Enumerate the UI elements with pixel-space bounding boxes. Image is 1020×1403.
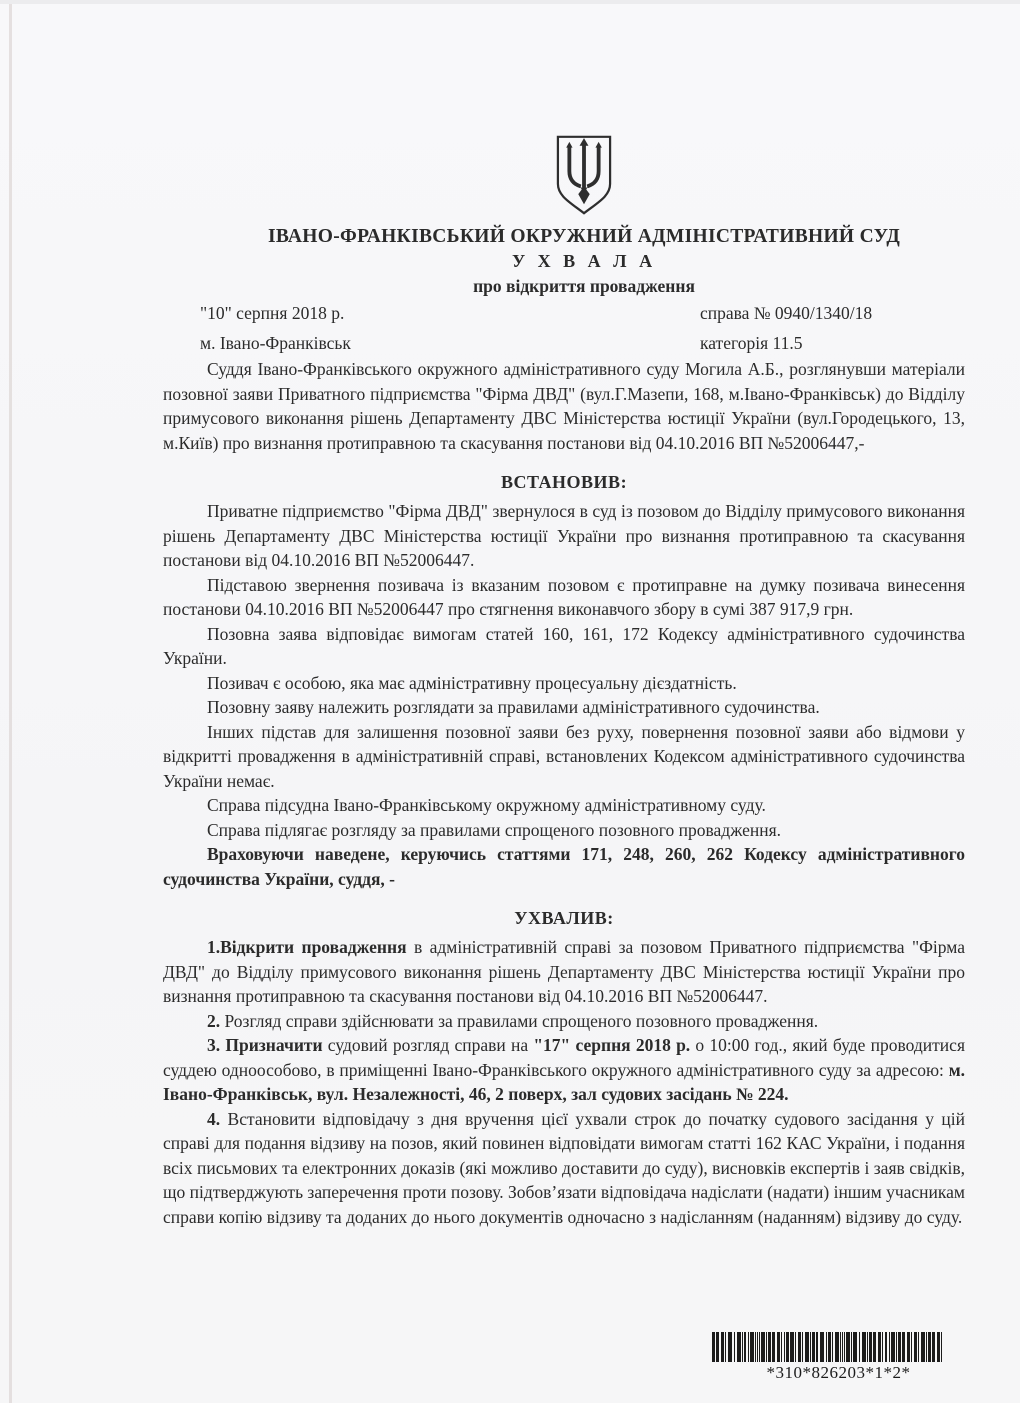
document-page xyxy=(163,0,965,1229)
decision-date: "10" серпня 2018 р. xyxy=(200,303,345,323)
case-category: категорія 11.5 xyxy=(700,333,803,353)
case-number: справа № 0940/1340/18 xyxy=(700,303,873,323)
established-paragraph-8: Справа підлягає розгляду за правилами спрощеного позовного провадження. xyxy=(207,819,781,840)
established-paragraph-4: Позивач є особою, яка має адміністративну процесуальну дієздатність. xyxy=(207,672,737,693)
ruled-heading: УХВАЛИВ: xyxy=(514,908,614,928)
established-conclusion xyxy=(163,842,965,891)
ruled-item-2-bold: 2. xyxy=(207,1010,221,1031)
ruled-item-3-text-1: судовий розгляд справи на xyxy=(322,1035,534,1055)
document-subtitle: про відкриття провадження xyxy=(473,276,695,296)
ruled-item-1 xyxy=(163,935,965,1009)
established-paragraph-1: Приватне підприємство "Фірма ДВД" звернулося в суд із позовом до Відділу примусового виконання рішень Департаменту ДВС Міністерства юстиції України про визнання протиправною та скасування постанови від 04.10.2016 ВП №52006447. xyxy=(163,501,965,570)
court-name: ІВАНО-ФРАНКІВСЬКИЙ ОКРУЖНИЙ АДМІНІСТРАТИВНИЙ СУД xyxy=(267,226,901,247)
ukraine-trident-emblem-icon xyxy=(552,133,616,217)
meta-row-1 xyxy=(163,303,965,327)
document-title: У Х В А Л А xyxy=(511,251,657,271)
ruled-item-4 xyxy=(163,1107,965,1230)
barcode-block xyxy=(712,1332,965,1383)
ruled-item-2 xyxy=(163,1009,965,1034)
scan-edge-artifact xyxy=(9,0,12,1403)
ruled-item-3-text-2: о 10:00 год., який буде проводитися суддею одноособово, в приміщенні Івано-Франківського окружного адміністративного суду за адресою: xyxy=(163,1035,965,1080)
ruled-item-1-text: в адміністративній справі за позовом Приватного підприємства "Фірма ДВД" до Відділу примусового виконання рішень Департаменту ДВС Міністерства юстиції України про визнання протиправною та скасування постанови від 04.10.2016 ВП №52006447. xyxy=(163,937,965,1006)
established-paragraph-7: Справа підсудна Івано-Франківському окружному адміністративному суду. xyxy=(207,795,766,815)
ruled-item-3 xyxy=(163,1033,965,1107)
ruled-item-1-bold: 1.Відкрити провадження xyxy=(207,937,407,957)
document-header xyxy=(183,133,985,297)
barcode-icon xyxy=(712,1332,965,1362)
established-paragraph-5: Позовну заяву належить розглядати за правилами адміністративного судочинства. xyxy=(207,697,820,717)
established-conclusion-bold: Враховуючи наведене, керуючись статтями 171, 248, 260, 262 Кодексу адміністративного судочинства України, суддя, - xyxy=(163,844,965,889)
ruled-item-2-text: Розгляд справи здійснювати за правилами спрощеного позовного провадження. xyxy=(220,1010,819,1031)
established-paragraph-3: Позовна заява відповідає вимогам статей 160, 161, 172 Кодексу адміністративного судочинства України. xyxy=(163,623,965,668)
established-paragraph-6: Інших підстав для залишення позовної заяви без руху, повернення позовної заяви або відмови у відкритті провадження в адміністративній справі, встановлених Кодексом адміністративного судочинства України немає. xyxy=(163,721,965,791)
ruled-item-3-bold-1: 3. Призначити xyxy=(207,1035,323,1055)
ruled-item-3-bold-3: м. Івано-Франківськ, вул. Незалежності, 46, 2 поверх, зал судових засідань № 224. xyxy=(163,1059,965,1104)
city: м. Івано-Франківськ xyxy=(200,333,351,353)
ruled-item-4-text: Встановити відповідачу з дня вручення цієї ухвали строк до початку судового засідання у цій справі для подання відзиву на позов, який повинен відповідати вимогам статті 162 КАС України, і подання всіх письмових та електронних доказів (які можливо доставити до суду), висновків експертів і заяв свідків, що підтверджують заперечення проти позову. Зобов’язати відповідача надіслати (надати) іншим учасникам справи копію відзиву та доданих до нього документів одночасно з надісланням (наданням) відзиву до суду. xyxy=(163,1108,965,1227)
emblem-wrap xyxy=(183,133,985,217)
established-paragraph-2: Підставою звернення позивача із вказаним позовом є протиправне на думку позивача винесення постанови 04.10.2016 ВП №52006447 про стягнення виконавчого збору в сумі 387 917,9 грн. xyxy=(163,574,965,619)
barcode-text: *310*826203*1*2* xyxy=(766,1363,911,1382)
ruled-item-3-bold-2: "17" серпня 2018 р. xyxy=(533,1035,691,1055)
ruled-item-4-bold: 4. xyxy=(207,1108,221,1129)
established-heading: ВСТАНОВИВ: xyxy=(500,472,628,492)
meta-row-2 xyxy=(163,333,965,357)
intro-paragraph: Суддя Івано-Франківського окружного адміністративного суду Могила А.Б., розглянувши матеріали позовної заяви Приватного підприємства "Фірма ДВД" (вул.Г.Мазепи, 168, м.Івано-Франківськ) до Відділу примусового виконання рішень Департаменту ДВС Міністерства юстиції України (вул.Городецького, 13, м.Київ) про визнання протиправною та скасування постанови від 04.10.2016 ВП №52006447,- xyxy=(163,359,965,453)
